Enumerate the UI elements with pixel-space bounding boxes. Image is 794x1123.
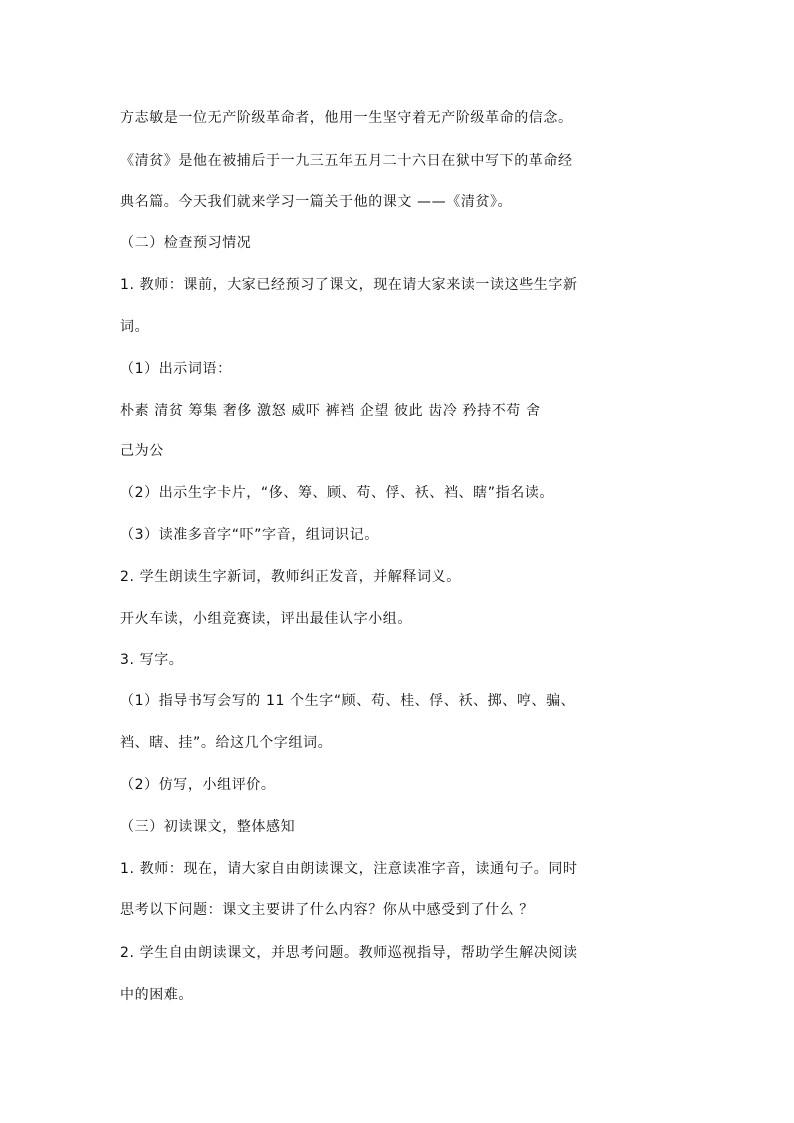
text-line-2: 《清贫》是他在被捕后于一九三五年五月二十六日在狱中写下的革命经: [120, 153, 573, 169]
text-line-20: 思考以下问题：课文主要讲了什么内容？你从中感受到了什么 ？: [120, 902, 534, 918]
text-line-12: 2. 学生朗读生字新词，教师纠正发音，并解释词义。: [120, 569, 461, 585]
text-line-15: （1）指导书写会写的 11 个生字“顾、苟、桂、俘、袄、掷、哼、骗、: [120, 693, 576, 709]
text-line-13: 开火车读，小组竞赛读，评出最佳认字小组。: [120, 611, 412, 627]
text-line-1: 方志敏是一位无产阶级革命者，他用一生坚守着无产阶级革命的信念。: [120, 110, 573, 126]
vocabulary-line-end: 己为公: [120, 443, 164, 459]
text-line-19: 1. 教师：现在，请大家自由朗读课文，注意读准字音，读通句子。同时: [120, 861, 578, 877]
section-heading-2: （二）检查预习情况: [120, 235, 252, 251]
text-line-10: （2）出示生字卡片，“侈、筹、顾、苟、俘、袄、裆、瞎”指名读。: [120, 485, 555, 501]
text-line-7: （1）出示词语：: [120, 361, 232, 377]
text-line-3: 典名篇。今天我们就来学习一篇关于他的课文 ——《清贫》。: [120, 194, 513, 210]
text-line-21: 2. 学生自由朗读课文，并思考问题。教师巡视指导，帮助学生解决阅读: [120, 945, 578, 961]
text-line-22: 中的困难。: [120, 987, 193, 1003]
text-line-11: （3）读准多音字“吓”字音，组词识记。: [120, 527, 379, 543]
text-line-6: 词。: [120, 319, 150, 335]
section-heading-3: （三）初读课文，整体感知: [120, 819, 296, 835]
text-line-14: 3. 写字。: [120, 652, 184, 668]
vocabulary-line: 朴素 清贫 筹集 奢侈 激怒 威吓 裤裆 企望 彼此 齿冷 矜持不苟 舍: [120, 403, 541, 419]
text-line-17: （2）仿写，小组评价。: [120, 777, 276, 793]
text-line-5: 1. 教师：课前，大家已经预习了课文，现在请大家来读一读这些生字新: [120, 277, 578, 293]
text-line-16: 裆、瞎、挂”。给这几个字组词。: [120, 735, 333, 751]
